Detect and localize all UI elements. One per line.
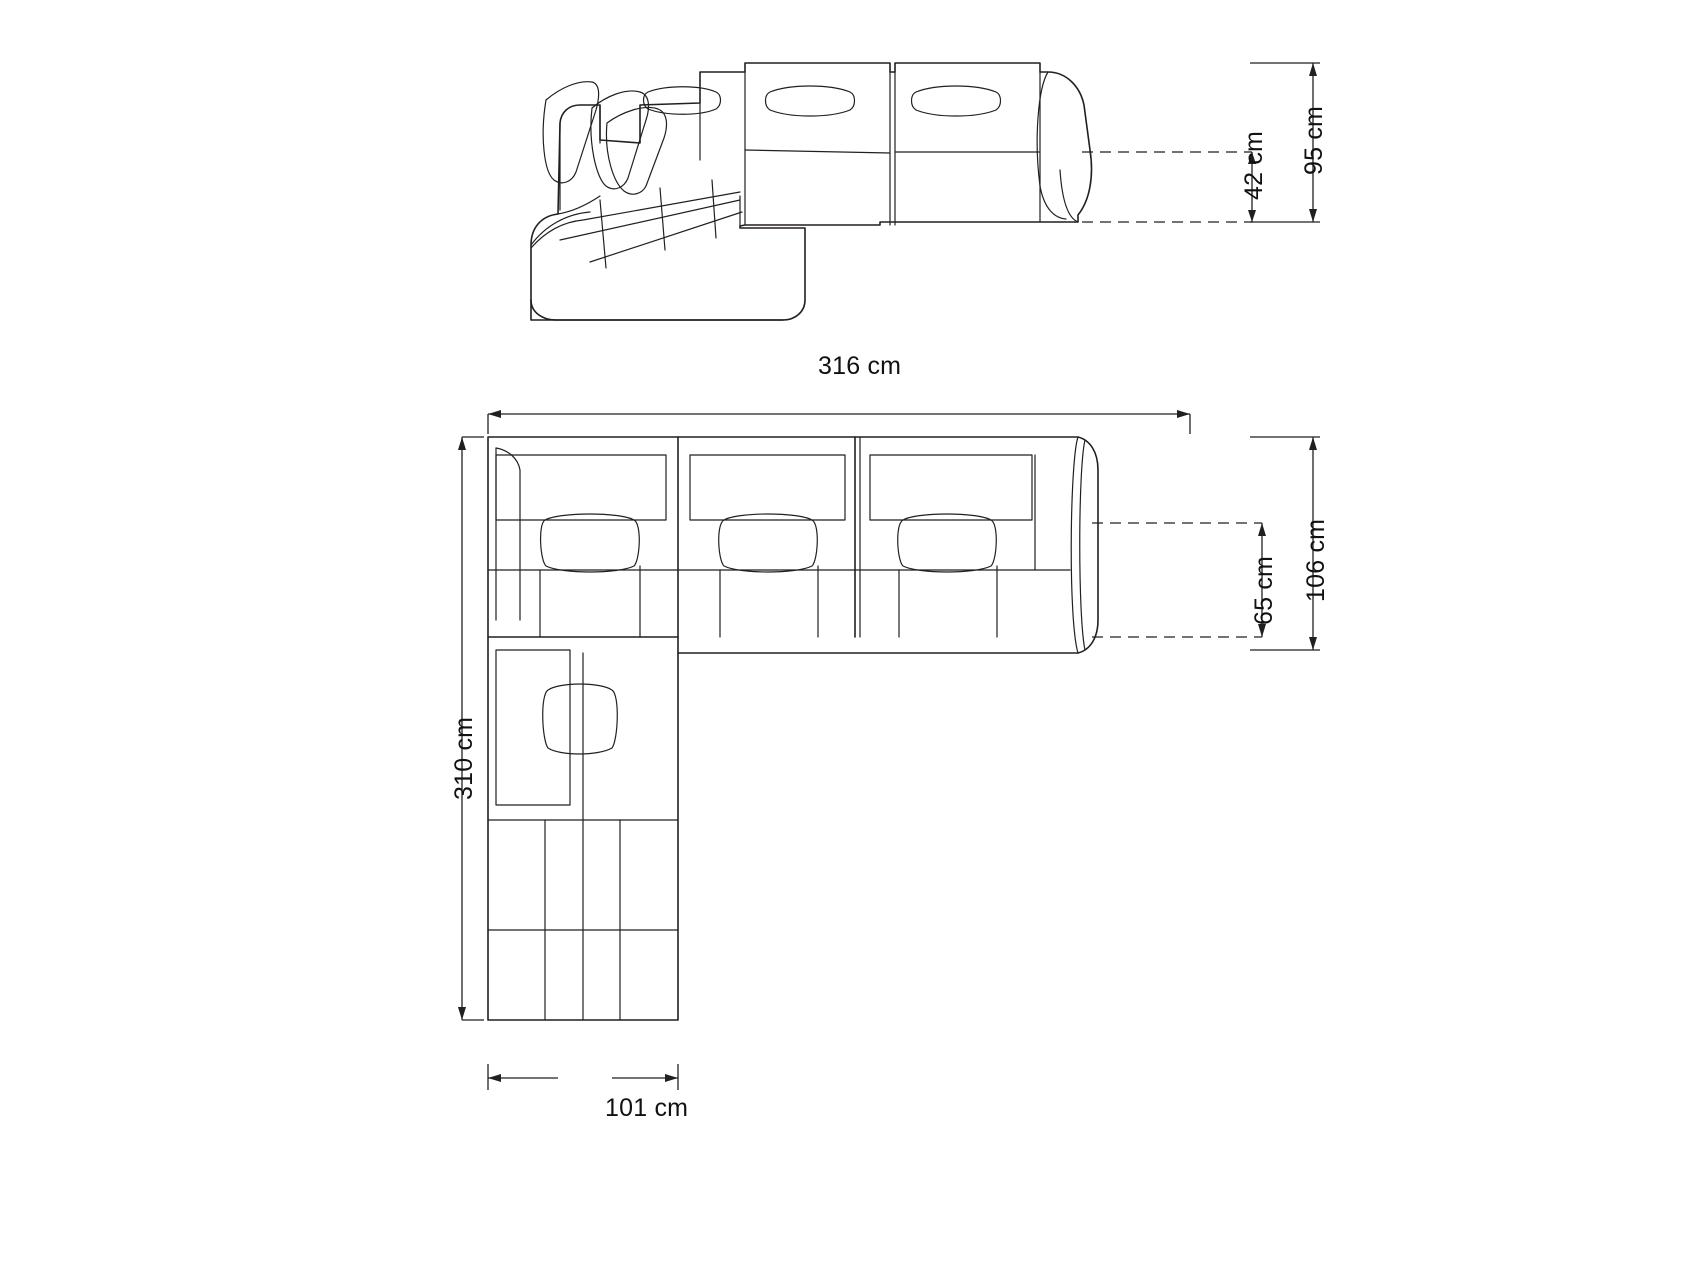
plan-seat-grid: [488, 455, 1070, 637]
plan-pillows: [541, 514, 997, 572]
chaise-tufting: [560, 180, 742, 268]
plan-chaise: [488, 637, 678, 1020]
dim-label-65: 65 cm: [1250, 555, 1278, 625]
dim-label-42: 42 cm: [1240, 130, 1268, 200]
dim-label-95: 95 cm: [1300, 105, 1328, 175]
dim-label-316: 316 cm: [818, 352, 902, 380]
dim-101: [488, 1064, 678, 1090]
dim-label-106: 106 cm: [1302, 518, 1330, 602]
dim-label-310: 310 cm: [450, 716, 478, 800]
front-elevation-view: [531, 63, 1320, 320]
dim-label-101: 101 cm: [605, 1094, 689, 1122]
dim-316: [488, 410, 1190, 434]
top-plan-view: [458, 410, 1320, 1090]
decor-pillows: [543, 82, 666, 194]
back-cushions: [700, 72, 1040, 225]
plan-back-cushions: [496, 455, 1032, 520]
seat-tufting: [644, 86, 1001, 116]
